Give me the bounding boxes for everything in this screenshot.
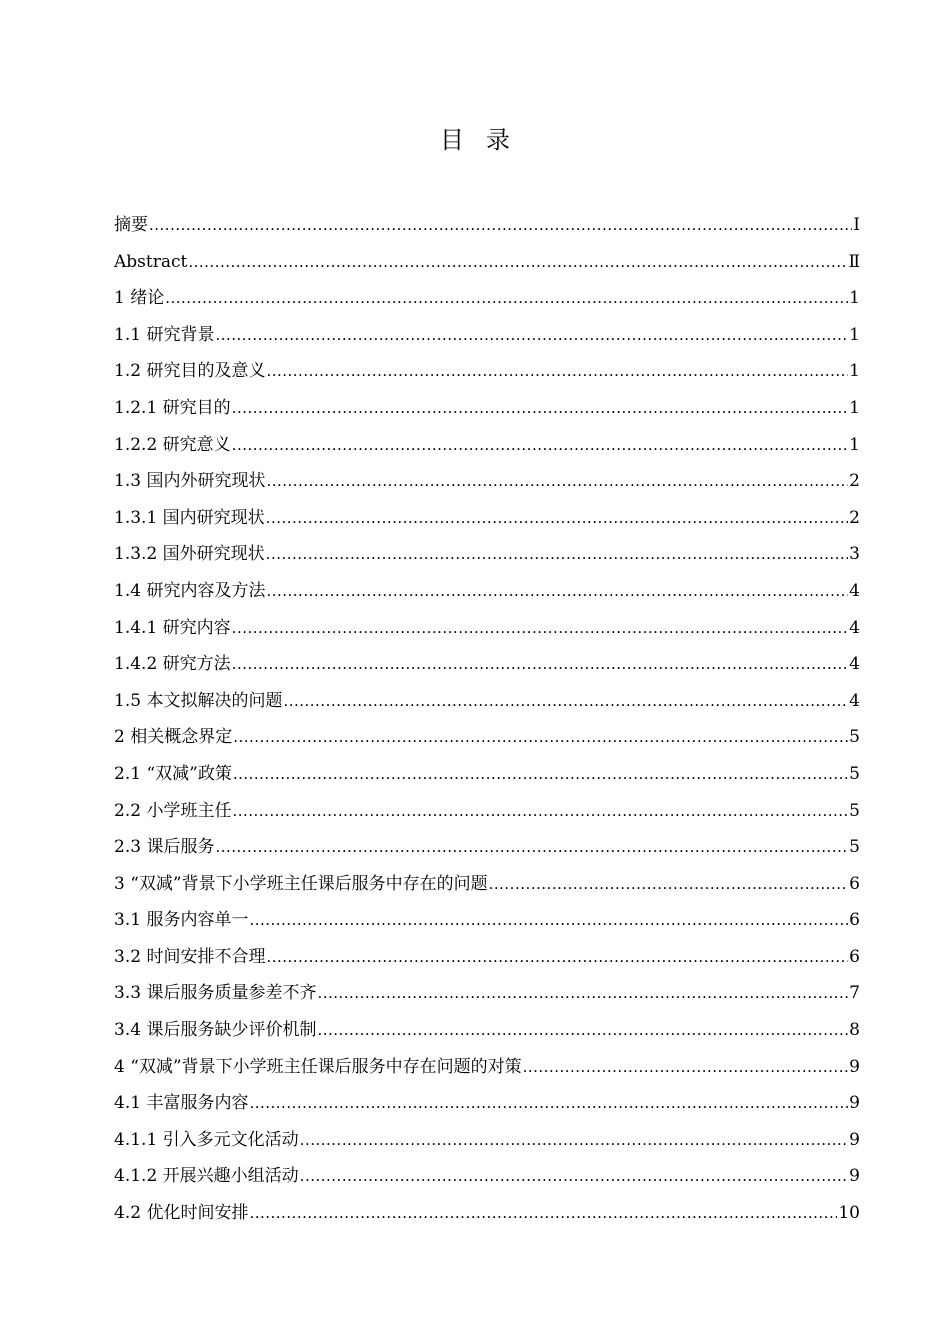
- toc-entry[interactable]: [114, 829, 860, 866]
- toc-entry[interactable]: [114, 536, 860, 573]
- toc-entry-label: 1.2.2 研究意义: [114, 434, 231, 455]
- toc-dot-leader: [266, 500, 849, 537]
- toc-entry[interactable]: [114, 939, 860, 976]
- toc-entry-label: 3.4 课后服务缺少评价机制: [114, 1020, 317, 1041]
- toc-dot-leader: [165, 280, 848, 317]
- toc-dot-leader: [233, 719, 848, 756]
- toc-dot-leader: [249, 1195, 837, 1232]
- toc-list: [114, 207, 860, 1232]
- toc-entry[interactable]: [114, 902, 860, 939]
- toc-entry-page-number: 8: [849, 1020, 860, 1041]
- toc-dot-leader: [266, 463, 848, 500]
- toc-dot-leader: [232, 427, 849, 464]
- toc-entry[interactable]: [114, 793, 860, 830]
- toc-entry[interactable]: [114, 1195, 860, 1232]
- toc-entry-label: Abstract: [114, 251, 188, 272]
- toc-entry-label: 1.2.1 研究目的: [114, 397, 231, 418]
- toc-dot-leader: [266, 939, 848, 976]
- toc-dot-leader: [249, 1085, 848, 1122]
- toc-entry-label: 2 相关概念界定: [114, 727, 233, 748]
- toc-entry-page-number: 10: [838, 1203, 860, 1224]
- toc-entry[interactable]: [114, 646, 860, 683]
- toc-entry-label: 1.5 本文拟解决的问题: [114, 690, 283, 711]
- toc-entry-label: 1 绪论: [114, 288, 165, 309]
- toc-entry[interactable]: [114, 610, 860, 647]
- toc-dot-leader: [266, 353, 848, 390]
- toc-dot-leader: [215, 317, 848, 354]
- toc-dot-leader: [149, 207, 852, 244]
- toc-dot-leader: [523, 1049, 849, 1086]
- toc-entry-label: 1.4 研究内容及方法: [114, 580, 266, 601]
- toc-entry[interactable]: [114, 1158, 860, 1195]
- toc-entry[interactable]: [114, 1085, 860, 1122]
- toc-entry-page-number: 1: [849, 397, 860, 418]
- toc-entry-page-number: 9: [849, 1056, 860, 1077]
- toc-entry-page-number: 5: [849, 837, 860, 858]
- toc-entry-page-number: 5: [849, 800, 860, 821]
- toc-entry-page-number: 5: [849, 763, 860, 784]
- toc-dot-leader: [232, 646, 849, 683]
- toc-entry-label: 4.1 丰富服务内容: [114, 1093, 249, 1114]
- toc-entry-label: 1.1 研究背景: [114, 324, 215, 345]
- toc-entry-label: 2.1 “双减”政策: [114, 763, 232, 784]
- toc-entry[interactable]: [114, 207, 860, 244]
- toc-dot-leader: [233, 756, 848, 793]
- toc-entry-label: 1.3 国内外研究现状: [114, 471, 266, 492]
- toc-dot-leader: [317, 975, 848, 1012]
- toc-entry[interactable]: [114, 280, 860, 317]
- toc-dot-leader: [232, 793, 848, 830]
- toc-entry[interactable]: [114, 500, 860, 537]
- toc-entry[interactable]: [114, 427, 860, 464]
- toc-entry-page-number: 2: [849, 507, 860, 528]
- toc-title: 目录: [440, 126, 532, 154]
- toc-entry-page-number: 4: [849, 690, 860, 711]
- toc-entry[interactable]: [114, 866, 860, 903]
- toc-dot-leader: [283, 683, 848, 720]
- toc-dot-leader: [300, 1158, 849, 1195]
- toc-entry-label: 2.2 小学班主任: [114, 800, 232, 821]
- toc-entry[interactable]: [114, 1049, 860, 1086]
- toc-entry[interactable]: [114, 244, 860, 281]
- toc-entry-label: 3.2 时间安排不合理: [114, 946, 266, 967]
- toc-entry-label: 4.1.1 引入多元文化活动: [114, 1129, 299, 1150]
- toc-dot-leader: [266, 573, 848, 610]
- toc-dot-leader: [300, 1122, 849, 1159]
- toc-entry[interactable]: [114, 390, 860, 427]
- toc-entry-label: 摘要: [114, 215, 148, 235]
- toc-entry-label: 1.2 研究目的及意义: [114, 361, 266, 382]
- toc-dot-leader: [317, 1012, 848, 1049]
- toc-entry-page-number: 6: [849, 946, 860, 967]
- toc-entry-page-number: 3: [849, 544, 860, 565]
- toc-entry-page-number: 7: [849, 983, 860, 1004]
- toc-entry-label: 3.1 服务内容单一: [114, 910, 249, 931]
- toc-entry-label: 1.3.1 国内研究现状: [114, 507, 265, 528]
- toc-entry-page-number: 4: [849, 617, 860, 638]
- toc-entry[interactable]: [114, 353, 860, 390]
- toc-entry-label: 1.4.1 研究内容: [114, 617, 231, 638]
- toc-dot-leader: [215, 829, 848, 866]
- toc-entry-page-number: I: [853, 215, 860, 235]
- toc-entry[interactable]: [114, 1122, 860, 1159]
- toc-entry-label: 1.3.2 国外研究现状: [114, 544, 265, 565]
- toc-entry[interactable]: [114, 719, 860, 756]
- toc-dot-leader: [232, 610, 849, 647]
- toc-entry[interactable]: [114, 573, 860, 610]
- toc-entry-label: 3.3 课后服务质量参差不齐: [114, 983, 317, 1004]
- toc-entry-page-number: 9: [849, 1093, 860, 1114]
- toc-entry-label: 4.2 优化时间安排: [114, 1203, 249, 1224]
- toc-entry[interactable]: [114, 1012, 860, 1049]
- toc-entry-page-number: 1: [849, 434, 860, 455]
- toc-dot-leader: [266, 536, 849, 573]
- toc-entry-page-number: 1: [849, 288, 860, 309]
- toc-entry[interactable]: [114, 683, 860, 720]
- toc-entry-label: 4.1.2 开展兴趣小组活动: [114, 1166, 299, 1187]
- toc-entry-label: 2.3 课后服务: [114, 837, 215, 858]
- toc-dot-leader: [249, 902, 848, 939]
- toc-dot-leader: [489, 866, 849, 903]
- toc-entry[interactable]: [114, 317, 860, 354]
- toc-entry[interactable]: [114, 756, 860, 793]
- toc-dot-leader: [232, 390, 849, 427]
- toc-entry-label: 3 “双减”背景下小学班主任课后服务中存在的问题: [114, 873, 488, 894]
- toc-entry-page-number: 4: [849, 580, 860, 601]
- toc-entry-page-number: 1: [849, 324, 860, 345]
- toc-entry-page-number: 6: [849, 873, 860, 894]
- toc-entry-label: 4 “双减”背景下小学班主任课后服务中存在问题的对策: [114, 1056, 522, 1077]
- toc-entry-page-number: Ⅱ: [848, 251, 860, 272]
- toc-entry[interactable]: [114, 975, 860, 1012]
- toc-entry-page-number: 9: [849, 1166, 860, 1187]
- toc-dot-leader: [188, 244, 847, 281]
- toc-entry-page-number: 5: [849, 727, 860, 748]
- toc-entry-label: 1.4.2 研究方法: [114, 654, 231, 675]
- toc-entry-page-number: 6: [849, 910, 860, 931]
- toc-entry-page-number: 1: [849, 361, 860, 382]
- toc-entry-page-number: 2: [849, 471, 860, 492]
- toc-entry-page-number: 9: [849, 1129, 860, 1150]
- toc-entry[interactable]: [114, 463, 860, 500]
- toc-entry-page-number: 4: [849, 654, 860, 675]
